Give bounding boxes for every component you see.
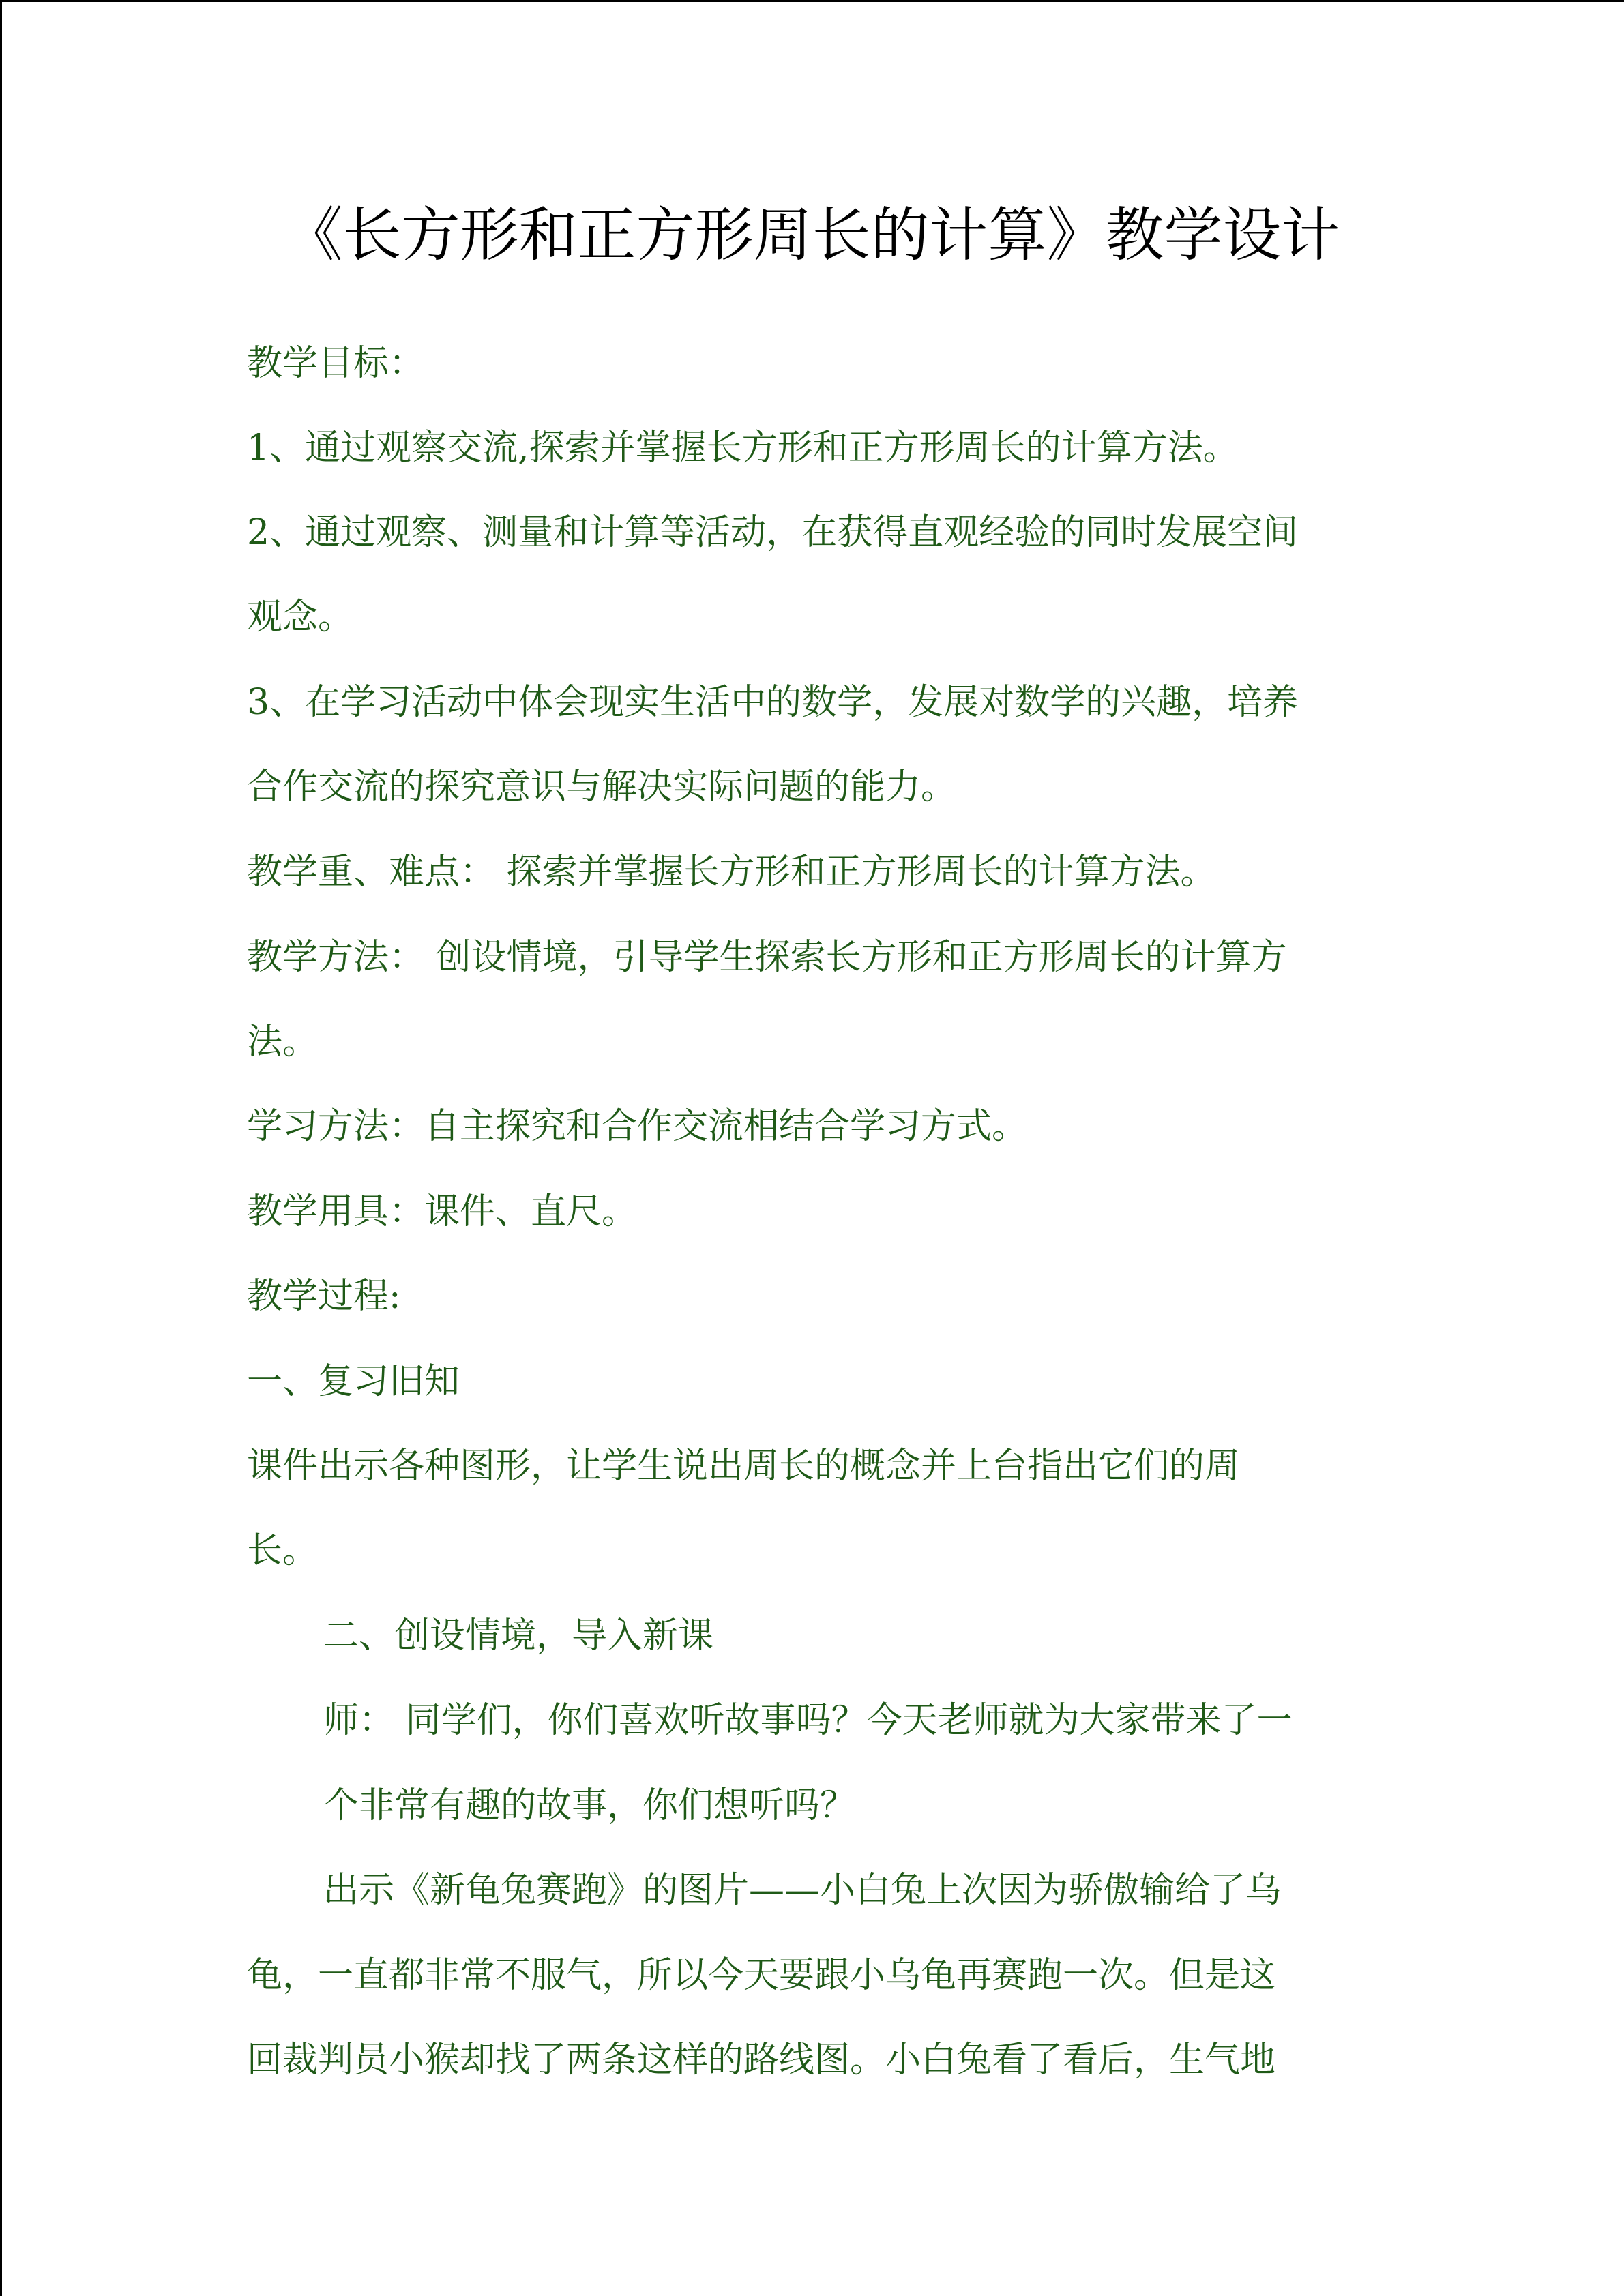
objective-3-cont: 合作交流的探究意识与解决实际问题的能力。 bbox=[247, 766, 957, 807]
page-frame-top bbox=[0, 0, 1624, 2]
teaching-method-cont: 法。 bbox=[247, 1022, 319, 1062]
teacher-line: 师： 同学们，你们喜欢听故事吗？今天老师就为大家带来了一 bbox=[323, 1700, 1293, 1741]
page-frame-left bbox=[0, 0, 2, 2296]
section-intro-heading: 二、创设情境，导入新课 bbox=[323, 1615, 714, 1656]
document-title: 《长方形和正方形周长的计算》教学设计 bbox=[284, 201, 1340, 269]
story-paragraph-line-2: 龟，一直都非常不服气，所以今天要跟小乌龟再赛跑一次。但是这 bbox=[247, 1955, 1276, 1996]
story-paragraph-line-3: 回裁判员小猴却找了两条这样的路线图。小白兔看了看后，生气地 bbox=[247, 2040, 1276, 2081]
objective-2: 2、通过观察、测量和计算等活动，在获得直观经验的同时发展空间 bbox=[247, 512, 1299, 553]
teacher-line-cont: 个非常有趣的故事，你们想听吗？ bbox=[323, 1785, 856, 1826]
objective-3: 3、在学习活动中体会现实生活中的数学，发展对数学的兴趣，培养 bbox=[247, 682, 1299, 723]
teaching-tools: 教学用具：课件、直尺。 bbox=[247, 1191, 638, 1232]
objective-2-cont: 观念。 bbox=[247, 597, 354, 638]
heading-objectives: 教学目标： bbox=[247, 343, 425, 384]
review-paragraph: 课件出示各种图形，让学生说出周长的概念并上台指出它们的周 bbox=[247, 1446, 1241, 1487]
key-points: 教学重、难点： 探索并掌握长方形和正方形周长的计算方法。 bbox=[247, 852, 1216, 893]
story-paragraph: 出示《新龟兔赛跑》的图片——小白兔上次因为骄傲输给了乌 bbox=[323, 1870, 1282, 1911]
teaching-method: 教学方法： 创设情境，引导学生探索长方形和正方形周长的计算方 bbox=[247, 937, 1287, 978]
review-paragraph-cont: 长。 bbox=[247, 1530, 319, 1571]
heading-process: 教学过程: bbox=[247, 1276, 401, 1317]
objective-1: 1、通过观察交流,探索并掌握长方形和正方形周长的计算方法。 bbox=[247, 428, 1239, 468]
section-review-heading: 一、复习旧知 bbox=[247, 1361, 460, 1402]
learning-method: 学习方法：自主探究和合作交流相结合学习方式。 bbox=[247, 1106, 1028, 1147]
